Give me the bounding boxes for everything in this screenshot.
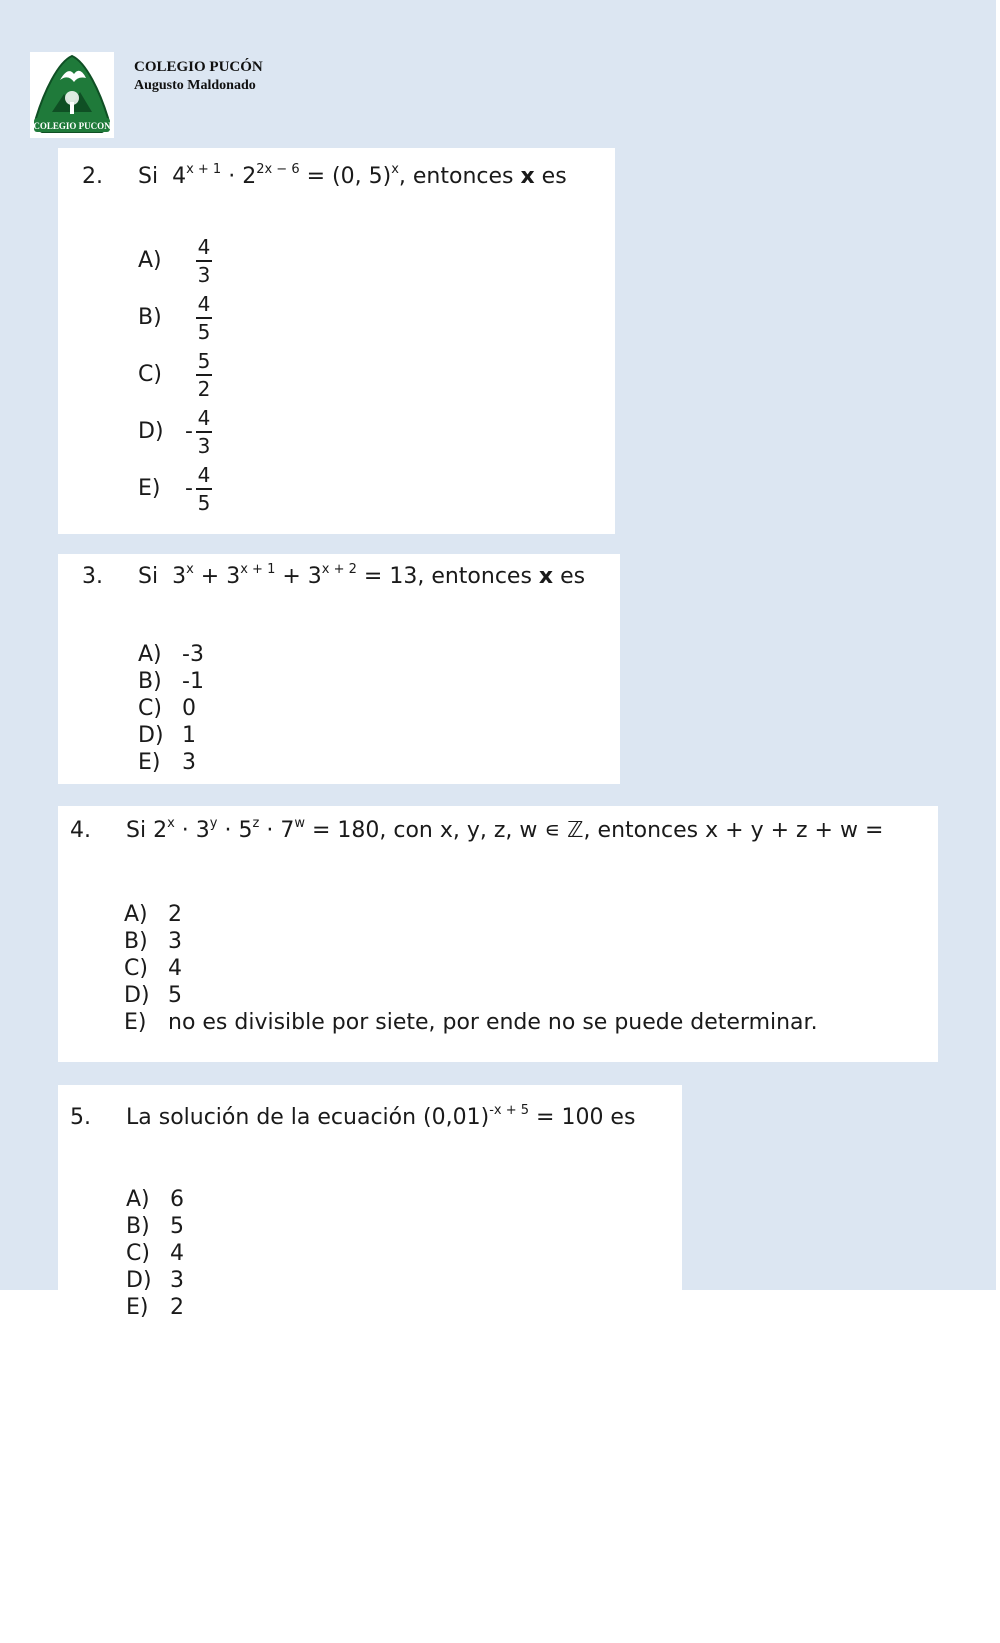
option-letter: B) bbox=[138, 669, 162, 694]
answer-option[interactable] bbox=[138, 236, 212, 286]
fraction-bar bbox=[196, 431, 212, 433]
fraction-bar bbox=[196, 317, 212, 319]
numerator: 4 bbox=[197, 463, 211, 487]
question-number: 2. bbox=[82, 164, 103, 189]
answer-option[interactable] bbox=[124, 929, 182, 954]
question-number: 3. bbox=[82, 564, 103, 589]
option-letter: D) bbox=[138, 419, 164, 444]
dot-operator: · bbox=[181, 818, 189, 843]
si-word: Si bbox=[126, 818, 147, 843]
question-4-statement bbox=[70, 818, 883, 843]
answer-option[interactable] bbox=[138, 407, 212, 457]
answer-option[interactable] bbox=[138, 293, 212, 343]
question-number: 4. bbox=[70, 818, 91, 843]
fraction-bar bbox=[196, 374, 212, 376]
question-3-card bbox=[58, 554, 620, 784]
dot-operator: · bbox=[224, 818, 232, 843]
fraction bbox=[196, 407, 212, 457]
numerator: 4 bbox=[197, 292, 211, 316]
option-value: 2 bbox=[170, 1295, 184, 1320]
option-letter: B) bbox=[138, 305, 162, 330]
option-letter: A) bbox=[138, 248, 162, 273]
option-letter: B) bbox=[126, 1214, 150, 1239]
plus-operator: + bbox=[282, 564, 301, 589]
question-4-card bbox=[58, 806, 938, 1062]
school-subtitle: Augusto Maldonado bbox=[134, 78, 256, 93]
exponent: x bbox=[391, 162, 399, 177]
option-value: 5 bbox=[168, 983, 182, 1008]
answer-option[interactable] bbox=[124, 1010, 818, 1035]
option-value: 1 bbox=[182, 723, 196, 748]
denominator: 2 bbox=[197, 377, 211, 401]
fraction bbox=[196, 464, 212, 514]
plus-operator: + bbox=[200, 564, 220, 589]
answer-option[interactable] bbox=[124, 956, 182, 981]
base: 5 bbox=[238, 818, 253, 843]
school-name: COLEGIO PUCÓN bbox=[134, 59, 263, 75]
answer-option[interactable] bbox=[124, 902, 182, 927]
base: 7 bbox=[280, 818, 295, 843]
option-value: 5 bbox=[170, 1214, 184, 1239]
denominator: 5 bbox=[197, 491, 211, 515]
option-letter: A) bbox=[138, 642, 162, 667]
option-letter: E) bbox=[124, 1010, 147, 1035]
equation-rest: = 180, con x, y, z, w ∊ ℤ, entonces x + y + z + w = bbox=[311, 818, 884, 843]
si-word: Si bbox=[138, 564, 159, 589]
exponent: x bbox=[167, 816, 175, 831]
option-letter: E) bbox=[138, 476, 161, 501]
dot-operator: · bbox=[228, 164, 236, 189]
exponent: x + 1 bbox=[240, 562, 276, 577]
fraction bbox=[196, 236, 212, 286]
answer-option[interactable] bbox=[138, 642, 204, 667]
option-letter: E) bbox=[126, 1295, 149, 1320]
option-letter: A) bbox=[124, 902, 148, 927]
logo-text: COLEGIO PUCON bbox=[33, 121, 111, 131]
question-text: La solución de la ecuación (0,01) bbox=[126, 1105, 490, 1130]
dot-operator: · bbox=[266, 818, 274, 843]
answer-option[interactable] bbox=[138, 464, 212, 514]
option-sign: - bbox=[185, 419, 193, 444]
option-letter: A) bbox=[126, 1187, 150, 1212]
option-letter: E) bbox=[138, 750, 161, 775]
denominator: 3 bbox=[197, 434, 211, 458]
numerator: 5 bbox=[197, 349, 211, 373]
option-value: 3 bbox=[168, 929, 182, 954]
base: 2 bbox=[242, 164, 257, 189]
base: 3 bbox=[226, 564, 241, 589]
school-header bbox=[134, 58, 263, 95]
option-value: 2 bbox=[168, 902, 182, 927]
answer-option[interactable] bbox=[138, 750, 196, 775]
answer-option[interactable] bbox=[126, 1214, 184, 1239]
equation-rhs: = 13, entonces bbox=[363, 564, 539, 589]
option-value: 4 bbox=[168, 956, 182, 981]
option-letter: C) bbox=[138, 362, 162, 387]
si-word: Si bbox=[138, 164, 159, 189]
exponent: 2x − 6 bbox=[256, 162, 300, 177]
base: 4 bbox=[172, 164, 187, 189]
base: 2 bbox=[153, 818, 168, 843]
exponent: x + 2 bbox=[321, 562, 357, 577]
answer-option[interactable] bbox=[126, 1268, 184, 1293]
question-5-card bbox=[58, 1085, 682, 1325]
answer-option[interactable] bbox=[138, 350, 212, 400]
answer-option[interactable] bbox=[138, 723, 196, 748]
text: = 100 es bbox=[529, 1105, 636, 1130]
option-value: 6 bbox=[170, 1187, 184, 1212]
option-letter: B) bbox=[124, 929, 148, 954]
exponent: z bbox=[252, 816, 260, 831]
option-value: -1 bbox=[182, 669, 204, 694]
base: 3 bbox=[172, 564, 187, 589]
fraction bbox=[196, 293, 212, 343]
base: 3 bbox=[195, 818, 210, 843]
option-value: 3 bbox=[182, 750, 196, 775]
school-logo bbox=[30, 52, 114, 138]
answer-option[interactable] bbox=[124, 983, 182, 1008]
numerator: 4 bbox=[197, 406, 211, 430]
option-value: 0 bbox=[182, 696, 196, 721]
answer-option[interactable] bbox=[138, 669, 204, 694]
exponent: x bbox=[186, 562, 194, 577]
option-value: 3 bbox=[170, 1268, 184, 1293]
text: , entonces bbox=[398, 164, 521, 189]
question-2-statement bbox=[82, 164, 567, 189]
answer-option[interactable] bbox=[138, 696, 196, 721]
option-value: no es divisible por siete, por ende no se puede determinar. bbox=[168, 1010, 818, 1035]
denominator: 5 bbox=[197, 320, 211, 344]
answer-option[interactable] bbox=[126, 1187, 184, 1212]
option-value: -3 bbox=[182, 642, 204, 667]
fraction-bar bbox=[196, 260, 212, 262]
option-letter: C) bbox=[126, 1241, 150, 1266]
exponent: x + 1 bbox=[186, 162, 222, 177]
option-letter: D) bbox=[124, 983, 150, 1008]
question-3-statement bbox=[82, 564, 585, 589]
numerator: 4 bbox=[197, 235, 211, 259]
option-letter: D) bbox=[138, 723, 164, 748]
answer-option[interactable] bbox=[126, 1241, 184, 1266]
denominator: 3 bbox=[197, 263, 211, 287]
exponent: w bbox=[294, 816, 305, 831]
question-number: 5. bbox=[70, 1105, 91, 1130]
text: es bbox=[534, 164, 567, 189]
fraction bbox=[196, 350, 212, 400]
option-letter: D) bbox=[126, 1268, 152, 1293]
variable-x: x bbox=[520, 164, 535, 189]
equation-rhs: = (0, 5) bbox=[306, 164, 392, 189]
fraction-bar bbox=[196, 488, 212, 490]
question-2-card bbox=[58, 148, 615, 534]
question-5-statement bbox=[70, 1105, 635, 1130]
option-letter: C) bbox=[138, 696, 162, 721]
option-value: 4 bbox=[170, 1241, 184, 1266]
answer-option[interactable] bbox=[126, 1295, 184, 1320]
text: es bbox=[553, 564, 586, 589]
exponent: -x + 5 bbox=[489, 1103, 530, 1118]
option-letter: C) bbox=[124, 956, 148, 981]
variable-x: x bbox=[538, 564, 554, 589]
base: 3 bbox=[307, 564, 322, 589]
exponent: y bbox=[209, 816, 218, 831]
option-sign: - bbox=[185, 476, 193, 501]
